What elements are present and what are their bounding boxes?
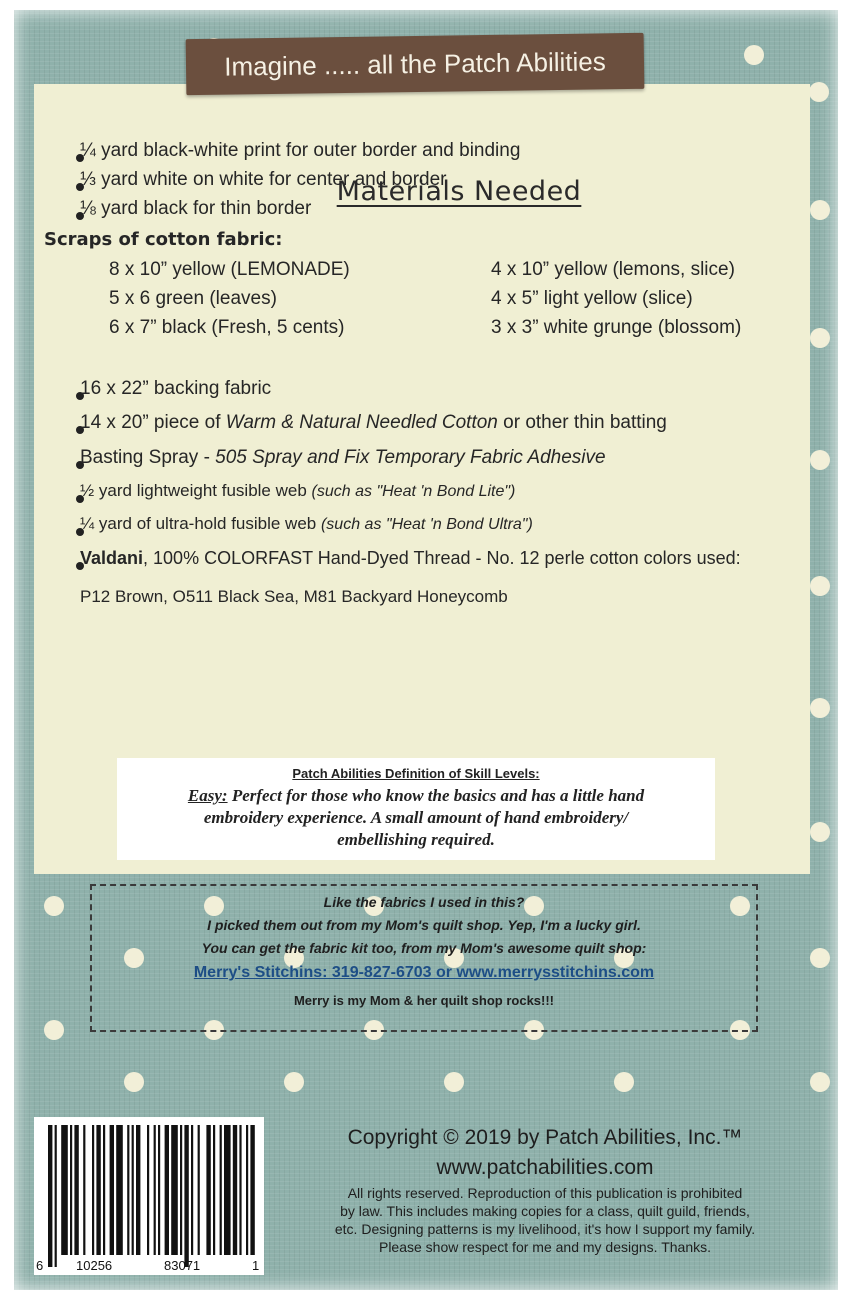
- barcode-digit: 6: [36, 1258, 44, 1273]
- polka-dot: [284, 1072, 304, 1092]
- fabric-note-line: Merry is my Mom & her quilt shop rocks!!!: [293, 993, 555, 1008]
- barcode-bar: [165, 1125, 169, 1255]
- barcode-bar: [180, 1125, 182, 1255]
- skill-description: embroidery experience. A small amount of hand embroidery/: [203, 808, 629, 827]
- barcode-bar: [110, 1125, 114, 1255]
- barcode-bar: [250, 1125, 254, 1255]
- copyright-text: by law. This includes making copies for a class, quilt guild, friends,: [340, 1203, 750, 1219]
- scrap-item: 6 x 7” black (Fresh, 5 cents): [109, 317, 345, 338]
- barcode: [34, 1117, 264, 1275]
- barcode-bars: [34, 1117, 264, 1275]
- barcode-bar: [213, 1125, 215, 1255]
- material-item: ⅓ yard white on white for center and border: [80, 169, 447, 190]
- banner: [186, 33, 645, 95]
- skill-level-box: [117, 758, 715, 860]
- barcode-bar: [136, 1125, 140, 1255]
- barcode-bar: [83, 1125, 85, 1255]
- material-item: ⅛ yard black for thin border: [80, 198, 312, 219]
- barcode-bar: [116, 1125, 123, 1255]
- fabric-note-line: You can get the fabric kit too, from my Mom's awesome quilt shop:: [201, 940, 647, 956]
- polka-dot: [44, 896, 64, 916]
- materials-title: Materials Needed: [336, 176, 582, 207]
- barcode-bar: [198, 1125, 200, 1255]
- barcode-bar: [206, 1125, 210, 1255]
- barcode-bar: [127, 1125, 129, 1255]
- barcode-bar: [147, 1125, 149, 1255]
- material-item: ¼ yard of ultra-hold fusible web (such as "Heat 'n Bond Ultra"): [80, 514, 533, 533]
- fabric-kit-note: [90, 884, 758, 1032]
- barcode-bar: [171, 1125, 178, 1255]
- material-item: 16 x 22” backing fabric: [80, 378, 272, 399]
- polka-dot: [44, 1020, 64, 1040]
- polka-dot: [809, 82, 829, 102]
- polka-dot: [810, 200, 830, 220]
- barcode-bar: [103, 1125, 105, 1255]
- barcode-bar: [154, 1125, 156, 1255]
- barcode-bar: [233, 1125, 237, 1255]
- polka-dot: [810, 948, 830, 968]
- banner-text: Imagine ..... all the Patch Abilities: [224, 46, 606, 82]
- merrys-stitchins-link[interactable]: Merry's Stitchins: 319-827-6703 or www.merrysstitchins.com: [193, 964, 655, 981]
- scrap-item: 4 x 5” light yellow (slice): [491, 288, 693, 309]
- polka-dot: [124, 1072, 144, 1092]
- barcode-bar: [55, 1125, 57, 1267]
- barcode-bar: [184, 1125, 188, 1267]
- barcode-digit: 10256: [76, 1258, 113, 1273]
- fabric-note-line: Like the fabrics I used in this?: [323, 894, 525, 910]
- polka-dot: [744, 45, 764, 65]
- polka-dot: [444, 1072, 464, 1092]
- barcode-bar: [246, 1125, 248, 1255]
- barcode-bar: [158, 1125, 160, 1255]
- barcode-bar: [224, 1125, 231, 1255]
- barcode-bar: [239, 1125, 241, 1255]
- polka-dot: [810, 328, 830, 348]
- copyright-text: Please show respect for me and my designs. Thanks.: [378, 1239, 711, 1255]
- polka-dot: [810, 1072, 830, 1092]
- scraps-heading: Scraps of cotton fabric:: [44, 229, 283, 250]
- skill-description: Easy: Perfect for those who know the basics and has a little hand: [187, 786, 645, 805]
- barcode-bar: [96, 1125, 100, 1255]
- thread-colors: P12 Brown, O511 Black Sea, M81 Backyard Honeycomb: [80, 587, 508, 606]
- barcode-bar: [61, 1125, 68, 1255]
- polka-dot: [614, 1072, 634, 1092]
- scrap-item: 8 x 10” yellow (LEMONADE): [109, 259, 350, 280]
- scrap-item: 4 x 10” yellow (lemons, slice): [491, 259, 735, 280]
- polka-dot: [810, 576, 830, 596]
- material-item: ½ yard lightweight fusible web (such as "Heat 'n Bond Lite"): [80, 481, 516, 500]
- scrap-item: 3 x 3” white grunge (blossom): [491, 317, 742, 338]
- barcode-digit: 1: [252, 1258, 260, 1273]
- barcode-bar: [48, 1125, 52, 1267]
- copyright-text: etc. Designing patterns is my livelihood, it's how I support my family.: [334, 1221, 756, 1237]
- barcode-digit: 83071: [164, 1258, 201, 1273]
- skill-heading: Patch Abilities Definition of Skill Levels:: [292, 766, 540, 781]
- skill-description: embellishing required.: [337, 830, 495, 849]
- material-item: Basting Spray - 505 Spray and Fix Temporary Fabric Adhesive: [80, 447, 606, 468]
- copyright-text: All rights reserved. Reproduction of this publication is prohibited: [347, 1185, 743, 1201]
- materials-panel: [34, 84, 810, 874]
- copyright-title: Copyright © 2019 by Patch Abilities, Inc.™: [347, 1126, 743, 1149]
- polka-dot: [810, 698, 830, 718]
- barcode-bar: [191, 1125, 193, 1255]
- material-item: Valdani, 100% COLORFAST Hand-Dyed Thread - No. 12 perle cotton colors used:: [80, 548, 741, 568]
- polka-dot: [810, 450, 830, 470]
- website-url[interactable]: www.patchabilities.com: [436, 1156, 654, 1179]
- barcode-bar: [92, 1125, 94, 1255]
- material-item: ¼ yard black-white print for outer border and binding: [80, 140, 521, 161]
- barcode-bar: [132, 1125, 134, 1255]
- barcode-bar: [74, 1125, 78, 1255]
- barcode-bar: [70, 1125, 72, 1255]
- material-item: 14 x 20” piece of Warm & Natural Needled Cotton or other thin batting: [80, 412, 667, 433]
- fabric-note-line: I picked them out from my Mom's quilt shop. Yep, I'm a lucky girl.: [207, 917, 641, 933]
- polka-dot: [810, 822, 830, 842]
- barcode-bar: [220, 1125, 222, 1255]
- scrap-item: 5 x 6 green (leaves): [109, 288, 277, 309]
